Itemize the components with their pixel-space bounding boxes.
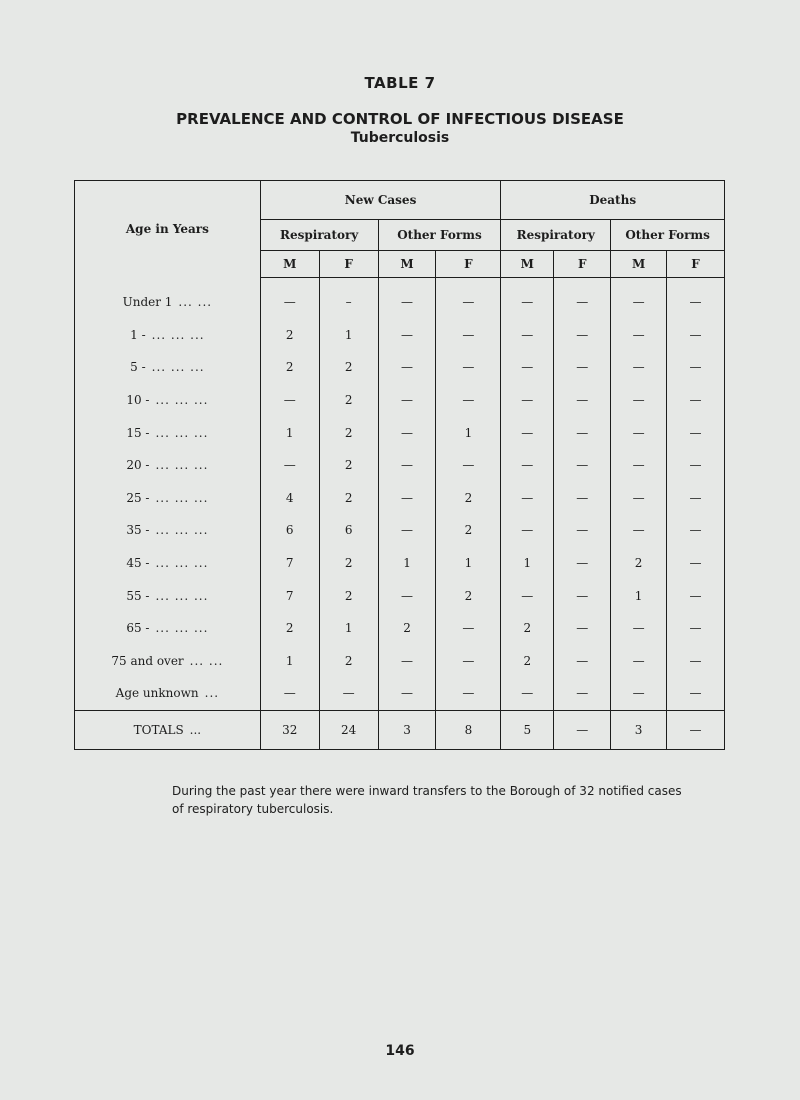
footnote: During the past year there were inward transfers to the Borough of 32 notified cases of respiratory tuberculosis.	[172, 784, 682, 816]
age-column-header: Age in Years	[75, 181, 261, 278]
age-cell	[75, 384, 261, 417]
value-cell: —	[667, 449, 725, 482]
table-row	[75, 612, 725, 645]
total-value-cell: 24	[319, 710, 378, 749]
value-cell: —	[611, 482, 667, 515]
value-cell: —	[667, 579, 725, 612]
value-cell: 2	[319, 645, 378, 678]
value-cell: —	[378, 579, 436, 612]
value-cell: —	[667, 514, 725, 547]
value-cell: —	[611, 384, 667, 417]
value-cell: —	[611, 278, 667, 319]
value-cell: —	[436, 319, 501, 352]
value-cell: 1	[319, 612, 378, 645]
value-cell: —	[554, 645, 611, 678]
value-cell: —	[667, 416, 725, 449]
value-cell: —	[378, 449, 436, 482]
total-value-cell: 8	[436, 710, 501, 749]
totals-label-cell	[75, 710, 261, 749]
sex-label-header: M	[378, 251, 436, 278]
page-number: 146	[385, 1043, 415, 1059]
age-label: Under 1	[122, 295, 173, 310]
value-cell: 6	[260, 514, 319, 547]
leader-dots: ... ... ...	[155, 393, 209, 408]
value-cell: 2	[436, 482, 501, 515]
value-cell: 2	[436, 514, 501, 547]
table-title: PREVALENCE AND CONTROL OF INFECTIOUS DISEASE	[176, 110, 624, 128]
deaths-header: Deaths	[501, 181, 725, 220]
age-cell	[75, 579, 261, 612]
title-block	[0, 74, 800, 146]
total-value-cell: 3	[611, 710, 667, 749]
leader-dots: ... ... ...	[155, 588, 209, 603]
value-cell: 1	[260, 416, 319, 449]
value-cell: —	[611, 416, 667, 449]
value-cell: 2	[319, 579, 378, 612]
age-label: 1 -	[130, 327, 146, 342]
table-row	[75, 351, 725, 384]
value-cell: —	[378, 514, 436, 547]
value-cell: —	[554, 416, 611, 449]
value-cell: 2	[378, 612, 436, 645]
leader-dots: ... ... ...	[155, 490, 209, 505]
deaths-respiratory-header: Respiratory	[501, 220, 611, 251]
value-cell: —	[667, 612, 725, 645]
value-cell: 1	[378, 547, 436, 580]
age-cell	[75, 612, 261, 645]
value-cell: —	[501, 319, 554, 352]
value-cell: —	[378, 416, 436, 449]
value-cell: —	[667, 319, 725, 352]
value-cell: 2	[501, 645, 554, 678]
age-label: 35 -	[126, 523, 150, 538]
table-number: TABLE 7	[364, 74, 436, 92]
age-cell	[75, 278, 261, 319]
value-cell: —	[554, 351, 611, 384]
sex-label-header: F	[667, 251, 725, 278]
value-cell: —	[378, 677, 436, 710]
value-cell: —	[378, 645, 436, 678]
value-cell: —	[667, 677, 725, 710]
value-cell: —	[501, 351, 554, 384]
total-value-cell: —	[667, 710, 725, 749]
age-cell	[75, 645, 261, 678]
value-cell: 7	[260, 547, 319, 580]
total-value-cell: —	[554, 710, 611, 749]
leader-dots: ... ... ...	[151, 327, 205, 342]
age-label: 75 and over	[111, 653, 184, 668]
table-subtitle: Tuberculosis	[350, 130, 450, 146]
table-row	[75, 384, 725, 417]
value-cell: —	[611, 351, 667, 384]
new-cases-header: New Cases	[260, 181, 501, 220]
value-cell: —	[611, 449, 667, 482]
value-cell: —	[260, 278, 319, 319]
value-cell: —	[378, 384, 436, 417]
new-cases-respiratory-header: Respiratory	[260, 220, 378, 251]
table-row	[75, 416, 725, 449]
leader-dots: ... ... ...	[155, 556, 209, 571]
value-cell: 2	[611, 547, 667, 580]
leader-dots: ...	[189, 722, 202, 737]
value-cell: 1	[436, 416, 501, 449]
table-row	[75, 677, 725, 710]
sex-label-header: F	[319, 251, 378, 278]
value-cell: 2	[501, 612, 554, 645]
value-cell: —	[501, 579, 554, 612]
value-cell: —	[667, 351, 725, 384]
value-cell: —	[554, 612, 611, 645]
value-cell: —	[260, 384, 319, 417]
value-cell: —	[378, 319, 436, 352]
value-cell: 1	[501, 547, 554, 580]
value-cell: —	[667, 645, 725, 678]
age-cell	[75, 351, 261, 384]
value-cell: —	[436, 612, 501, 645]
value-cell: 2	[319, 416, 378, 449]
age-cell	[75, 514, 261, 547]
table-row	[75, 645, 725, 678]
sex-label-header: M	[611, 251, 667, 278]
table-row	[75, 482, 725, 515]
table-row	[75, 514, 725, 547]
value-cell: —	[501, 677, 554, 710]
value-cell: 1	[260, 645, 319, 678]
value-cell: —	[554, 482, 611, 515]
value-cell: —	[554, 514, 611, 547]
value-cell: 4	[260, 482, 319, 515]
sex-label-header: M	[260, 251, 319, 278]
value-cell: —	[554, 547, 611, 580]
value-cell: —	[501, 278, 554, 319]
value-cell: —	[667, 384, 725, 417]
value-cell: —	[501, 449, 554, 482]
age-label: Age unknown	[115, 686, 199, 701]
age-cell	[75, 319, 261, 352]
leader-dots: ... ... ...	[155, 621, 209, 636]
value-cell: 2	[319, 449, 378, 482]
totals-row	[75, 710, 725, 749]
table-row	[75, 547, 725, 580]
leader-dots: ... ... ...	[155, 523, 209, 538]
value-cell: 2	[319, 384, 378, 417]
total-value-cell: 5	[501, 710, 554, 749]
value-cell: —	[260, 677, 319, 710]
new-cases-other-forms-header: Other Forms	[378, 220, 501, 251]
total-value-cell: 32	[260, 710, 319, 749]
age-label: 20 -	[126, 458, 150, 473]
value-cell: —	[436, 384, 501, 417]
value-cell: —	[554, 449, 611, 482]
table-row	[75, 278, 725, 319]
leader-dots: ... ... ...	[151, 360, 205, 375]
value-cell: 2	[436, 579, 501, 612]
value-cell: —	[436, 351, 501, 384]
value-cell: —	[378, 351, 436, 384]
leader-dots: ... ...	[178, 295, 213, 310]
value-cell: 2	[319, 482, 378, 515]
value-cell: —	[554, 384, 611, 417]
value-cell: —	[436, 677, 501, 710]
age-label: 15 -	[126, 425, 150, 440]
value-cell: —	[501, 384, 554, 417]
age-label: 5 -	[130, 360, 146, 375]
deaths-other-forms-header: Other Forms	[611, 220, 725, 251]
value-cell: –	[319, 278, 378, 319]
table-body	[75, 278, 725, 750]
value-cell: —	[667, 278, 725, 319]
value-cell: —	[501, 482, 554, 515]
value-cell: —	[611, 319, 667, 352]
value-cell: —	[436, 449, 501, 482]
value-cell: 2	[319, 547, 378, 580]
value-cell: 7	[260, 579, 319, 612]
age-label: 25 -	[126, 490, 150, 505]
value-cell: —	[554, 278, 611, 319]
table-row	[75, 449, 725, 482]
value-cell: 2	[319, 351, 378, 384]
value-cell: —	[554, 319, 611, 352]
table-row	[75, 579, 725, 612]
table-row	[75, 319, 725, 352]
value-cell: —	[436, 645, 501, 678]
value-cell: 1	[611, 579, 667, 612]
value-cell: 2	[260, 612, 319, 645]
value-cell: —	[667, 482, 725, 515]
value-cell: —	[260, 449, 319, 482]
sex-label-header: M	[501, 251, 554, 278]
age-label: 10 -	[126, 393, 150, 408]
value-cell: —	[436, 278, 501, 319]
value-cell: 6	[319, 514, 378, 547]
age-label: 55 -	[126, 588, 150, 603]
value-cell: 1	[319, 319, 378, 352]
value-cell: —	[667, 547, 725, 580]
leader-dots: ... ... ...	[155, 425, 209, 440]
leader-dots: ... ...	[189, 653, 224, 668]
sex-label-header: F	[436, 251, 501, 278]
leader-dots: ... ... ...	[155, 458, 209, 473]
sex-label-header: F	[554, 251, 611, 278]
value-cell: 1	[436, 547, 501, 580]
value-cell: —	[554, 677, 611, 710]
leader-dots: ...	[204, 686, 220, 701]
value-cell: 2	[260, 351, 319, 384]
total-value-cell: 3	[378, 710, 436, 749]
value-cell: —	[501, 416, 554, 449]
tuberculosis-table	[74, 180, 725, 750]
totals-label: TOTALS	[133, 722, 184, 737]
age-cell	[75, 416, 261, 449]
value-cell: —	[378, 278, 436, 319]
value-cell: —	[611, 514, 667, 547]
age-cell	[75, 482, 261, 515]
age-label: 45 -	[126, 556, 150, 571]
age-cell	[75, 449, 261, 482]
value-cell: —	[319, 677, 378, 710]
age-cell	[75, 677, 261, 710]
value-cell: —	[378, 482, 436, 515]
value-cell: —	[611, 612, 667, 645]
value-cell: —	[554, 579, 611, 612]
age-cell	[75, 547, 261, 580]
value-cell: —	[611, 677, 667, 710]
value-cell: —	[501, 514, 554, 547]
age-label: 65 -	[126, 621, 150, 636]
value-cell: —	[611, 645, 667, 678]
value-cell: 2	[260, 319, 319, 352]
